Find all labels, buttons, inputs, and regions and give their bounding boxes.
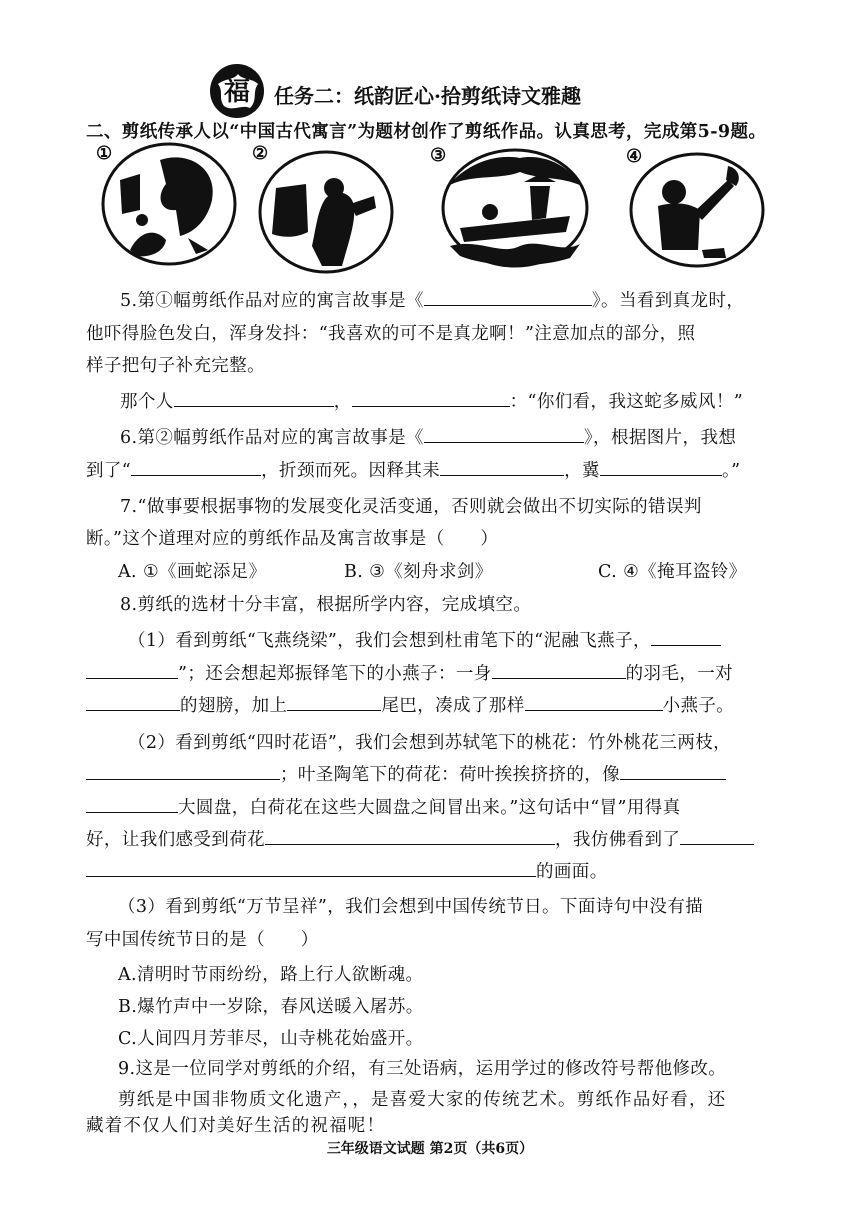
q9-head: 9.这是一位同学对剪纸的介绍，有三处语病，运用学过的修改符号帮他修改。 (118, 1059, 727, 1079)
q5-line1: 5.第①幅剪纸作品对应的寓言故事是《 》。当看到真龙时， (120, 291, 745, 311)
q7-option-b[interactable]: B. ③《刻舟求剑》 (344, 562, 493, 582)
q5-line2: 他吓得脸色发白，浑身发抖：“我喜欢的可不是真龙啊！”注意加点的部分，照 (86, 324, 696, 344)
q8-p3-line1: （3）看到剪纸“万节呈祥”，我们会想到中国传统节日。下面诗句中没有描 (118, 897, 704, 917)
papercut-bell-icon (628, 150, 766, 270)
q8-wing-blank[interactable] (86, 694, 180, 711)
q8-lotus-blank-a[interactable] (620, 763, 726, 780)
q9-passage-line2[interactable]: 藏着不仅人们对美好生活的祝福呢！ (86, 1116, 386, 1136)
q6-blank-a[interactable] (131, 459, 261, 476)
svg-text:福: 福 (223, 77, 251, 107)
q8-p2-line4: 好，让我们感受到荷花 ，我仿佛看到了 (86, 826, 754, 851)
task-title: 任务二：纸韵匠心·拾剪纸诗文雅趣 (274, 84, 581, 108)
q8-option-b[interactable]: B.爆竹声中一岁除，春风送暖入屠苏。 (118, 997, 424, 1017)
q5-blank-a[interactable] (174, 390, 334, 407)
q8-see-blank-a[interactable] (680, 828, 754, 845)
section-intro: 二、剪纸传承人以“中国古代寓言”为题材创作了剪纸作品。认真思考，完成第5-9题。 (86, 122, 767, 142)
q8-p1-line2: ”；还会想起郑振铎笔下的小燕子：一身 的羽毛，一对 (86, 660, 733, 685)
q8-p2-line5: 的画面。 (86, 858, 608, 883)
image-label-4: ④ (626, 146, 643, 167)
q8-lotus-blank-b[interactable] (86, 796, 178, 813)
q8-tail-blank[interactable] (287, 694, 381, 711)
q8-p2-line2: ；叶圣陶笔下的荷花：荷叶挨挨挤挤的，像 (86, 761, 726, 786)
q8-p3-line2: 写中国传统节日的是（ ） (86, 930, 319, 950)
q6-story-blank[interactable] (424, 426, 584, 443)
q7-line1: 7.“做事要根据事物的发展变化灵活变通，否则就会做出不切实际的错误判 (120, 497, 702, 517)
q8-p1-line3: 的翅膀，加上 尾巴，凑成了那样 小燕子。 (86, 692, 734, 717)
papercut-tree-stump-icon (256, 148, 396, 276)
q8-p1-line1: （1）看到剪纸“飞燕绕梁”，我们会想到杜甫笔下的“泥融飞燕子， (128, 627, 721, 652)
q8-poem-blank-end[interactable] (86, 662, 178, 679)
task-header (208, 62, 628, 118)
q8-p2-line3: 大圆盘，白荷花在这些大圆盘之间冒出来。”这句话中“冒”用得真 (86, 794, 681, 819)
q5-story-blank[interactable] (424, 289, 592, 306)
papercut-boat-icon (440, 146, 590, 270)
papercut-dragon-icon (100, 140, 238, 268)
q8-feather-blank[interactable] (492, 662, 626, 679)
q8-option-c[interactable]: C.人间四月芳菲尽，山寺桃花始盛开。 (118, 1029, 424, 1049)
q9-passage-line1[interactable]: 剪纸是中国非物质文化遗产，，是喜爱大家的传统艺术。剪纸作品好看，还 (118, 1090, 727, 1110)
q8-peach-blank[interactable] (86, 763, 280, 780)
q8-swallow-blank[interactable] (525, 694, 663, 711)
q7-option-c[interactable]: C. ④《掩耳盗铃》 (598, 562, 747, 582)
q6-blank-b[interactable] (440, 459, 564, 476)
image-label-1: ① (96, 143, 113, 164)
q8-head: 8.剪纸的选材十分丰富，根据所学内容，完成填空。 (120, 595, 532, 615)
fu-character-icon (208, 62, 266, 120)
q8-poem-blank-start[interactable] (651, 629, 721, 646)
q8-p2-line1: （2）看到剪纸“四时花语”，我们会想到苏轼笔下的桃花：竹外桃花三两枝， (128, 733, 732, 753)
q5-blank-b[interactable] (352, 390, 510, 407)
page-footer: 三年级语文试题 第2页（共6页） (326, 1141, 534, 1157)
q7-option-a[interactable]: A. ①《画蛇添足》 (118, 562, 267, 582)
q6-blank-c[interactable] (600, 459, 722, 476)
image-label-3: ③ (430, 145, 447, 166)
image-label-2: ② (252, 143, 269, 164)
q8-see-blank-b[interactable] (86, 860, 536, 877)
q8-feel-blank[interactable] (265, 828, 555, 845)
q8-option-a[interactable]: A.清明时节雨纷纷，路上行人欲断魂。 (118, 965, 424, 985)
q6-line2: 到了“ ，折颈而死。因释其耒 ，冀 。” (86, 461, 741, 481)
q5-line3: 样子把句子补充完整。 (86, 356, 265, 376)
q5-line4: 那个人 ， ：“你们看，我这蛇多威风！” (120, 392, 744, 412)
q7-line2: 断。”这个道理对应的剪纸作品及寓言故事是（ ） (86, 529, 499, 549)
q6-line1: 6.第②幅剪纸作品对应的寓言故事是《 》，根据图片，我想 (120, 428, 737, 448)
